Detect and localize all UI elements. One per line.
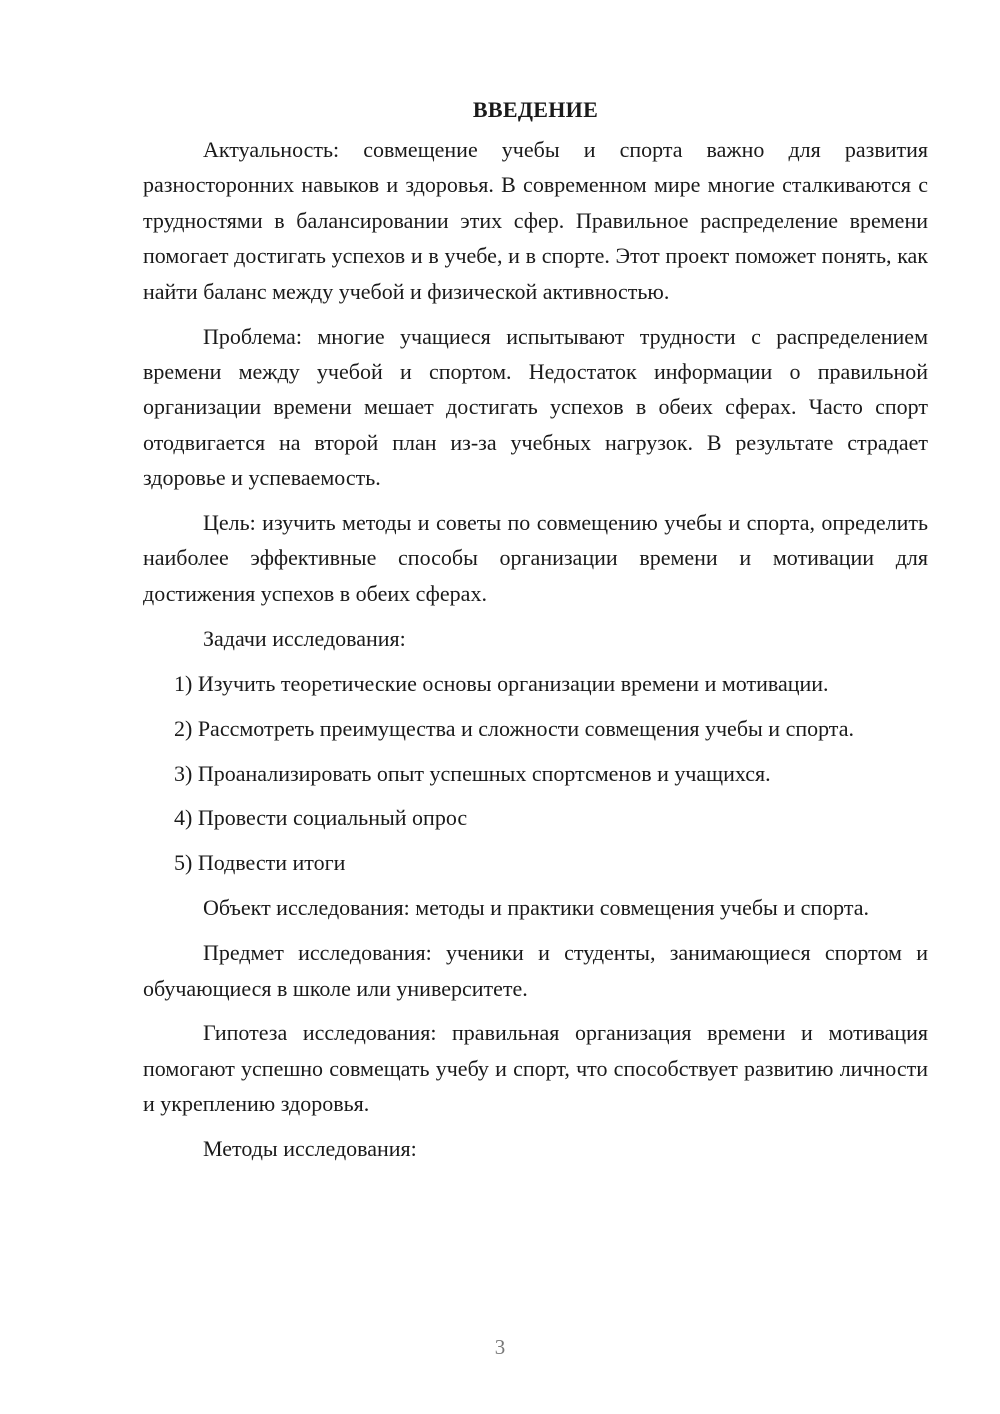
task-item-1: 1) Изучить теоретические основы организации времени и мотивации. [174, 670, 829, 696]
paragraph-goal: Цель: изучить методы и советы по совмещению учебы и спорта, определить наиболее эффективные способы организации времени и мотивации для достижения успехов в обеих сферах. [143, 510, 928, 606]
paragraph-problem: Проблема: многие учащиеся испытывают трудности с распределением времени между учебой и спортом. Недостаток информации о правильной организации времени мешает достигать успехов в обеих сферах. Часто спорт отодвигается на второй план из-за учебных нагрузок. В результате страдает здоровье и успеваемость. [143, 323, 928, 491]
paragraph-relevance: Актуальность: совмещение учебы и спорта важно для развития разносторонних навыков и здоровья. В современном мире многие сталкиваются с трудностями в балансировании этих сфер. Правильное распределение времени помогает достигать успехов и в учебе, и в спорте. Этот проект поможет понять, как найти баланс между учебой и физической активностью. [143, 137, 928, 304]
task-item-2: 2) Рассмотреть преимущества и сложности совмещения учебы и спорта. [174, 715, 854, 741]
paragraph-methods: Методы исследования: [203, 1136, 417, 1162]
paragraph-hypothesis: Гипотеза исследования: правильная организация времени и мотивация помогают успешно совмещать учебу и спорт, что способствует развитию личности и укреплению здоровья. [143, 1020, 928, 1117]
paragraph-object: Объект исследования: методы и практики совмещения учебы и спорта. [203, 895, 869, 921]
document-page [143, 92, 928, 1176]
paragraph-tasks-heading: Задачи исследования: [203, 625, 406, 651]
task-item-4: 4) Провести социальный опрос [174, 805, 468, 831]
page-number: 3 [494, 1335, 506, 1359]
task-item-5: 5) Подвести итоги [174, 850, 346, 876]
paragraph-subject: Предмет исследования: ученики и студенты, занимающиеся спортом и обучающиеся в школе или университете. [143, 940, 928, 1001]
section-title: ВВЕДЕНИЕ [472, 97, 599, 122]
task-item-3: 3) Проанализировать опыт успешных спортсменов и учащихся. [174, 760, 771, 786]
